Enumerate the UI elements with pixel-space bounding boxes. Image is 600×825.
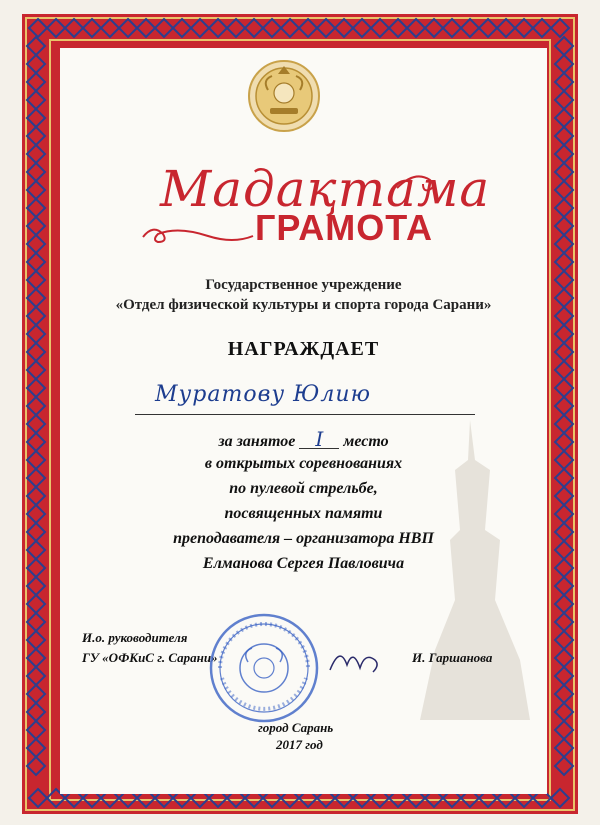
title-russian: ГРАМОТА bbox=[255, 207, 433, 248]
award-line-1: в открытых соревнованиях bbox=[204, 455, 403, 472]
state-emblem bbox=[248, 60, 320, 132]
signatory-name: И. Гаршанова bbox=[412, 650, 493, 665]
signatory-role-1: И.о. руководителя bbox=[82, 630, 188, 645]
city: город Сарань bbox=[258, 720, 334, 735]
recipient-field bbox=[135, 382, 475, 415]
place-suffix: место bbox=[343, 433, 389, 450]
organization-line-2: «Отдел физической культуры и спорта города Сарани» bbox=[115, 297, 492, 313]
handwritten-signature bbox=[325, 640, 385, 680]
organization-line-1: Государственное учреждение bbox=[205, 277, 402, 293]
flourish-left bbox=[138, 222, 258, 252]
award-line-3: посвященных памяти bbox=[224, 505, 383, 522]
award-verb: НАГРАЖДАЕТ bbox=[227, 338, 380, 360]
award-line-5: Елманова Сергея Павловича bbox=[202, 555, 405, 572]
year: 2017 год bbox=[276, 737, 323, 752]
title-kazakh: Мадақтама bbox=[160, 160, 491, 218]
official-stamp bbox=[208, 612, 320, 724]
award-line-2: по пулевой стрельбе, bbox=[229, 480, 378, 497]
place-value: I bbox=[299, 430, 339, 449]
recipient-name: Муратову Юлию bbox=[155, 382, 371, 407]
flourish-right bbox=[395, 168, 440, 198]
award-line-4: преподавателя – организатора НВП bbox=[173, 530, 434, 547]
place-line bbox=[60, 427, 547, 451]
place-prefix: за занятое bbox=[218, 433, 296, 450]
signatory-role-2: ГУ «ОФКиС г. Сарани» bbox=[82, 650, 218, 665]
